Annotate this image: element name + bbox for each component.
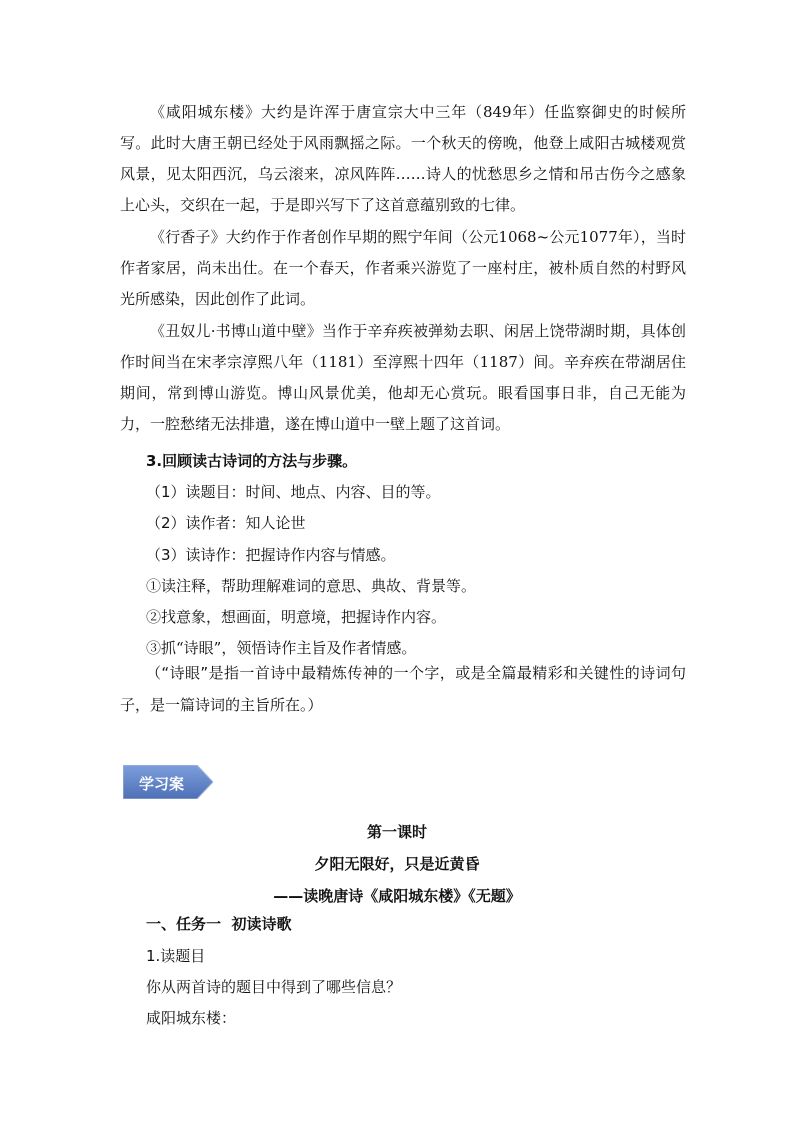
method-substep-2: ②找意象，想画面，明意境，把握诗作内容。 (146, 608, 447, 626)
method-heading: 3.回顾读古诗词的方法与步骤。 (146, 452, 358, 470)
task-question: 你从两首诗的题目中得到了哪些信息？ (146, 978, 402, 996)
background-paragraph-1: 《咸阳城东楼》大约是许浑于唐宣宗大中三年（849年）任监察御史的时候所写。此时大唐王朝已经处于风雨飘摇之际。一个秋天的傍晚，他登上咸阳古城楼观赏风景，见太阳西沉，乌云滚来，凉风阵阵……诗人的忧愁思乡之情和吊古伤今之感象上心头，交织在一起，于是即兴写下了这首意蕴别致的七律。 (120, 103, 686, 214)
method-substep-3: ③抓“诗眼”，领悟诗作主旨及作者情感。 (146, 639, 417, 657)
lesson-subtitle: 夕阳无限好，只是近黄昏 (314, 855, 480, 873)
lesson-subtitle-2: ——读晚唐诗《咸阳城东楼》《无题》 (273, 887, 521, 905)
task-heading: 一、任务一 初读诗歌 (146, 915, 292, 933)
method-substep-1: ①读注释，帮助理解难词的意思、典故、背景等。 (146, 577, 477, 595)
answer-label: 咸阳城东楼： (146, 1009, 237, 1027)
background-paragraph-2: 《行香子》大约作于作者创作早期的熙宁年间（公元1068~公元1077年），当时作者家居，尚未出仕。在一个春天，作者乘兴游览了一座村庄，被朴质自然的村野风光所感染，因此创作了此词。 (120, 228, 686, 308)
method-step-3: （3）读诗作：把握诗作内容与情感。 (146, 546, 396, 564)
lesson-title: 第一课时 (366, 823, 427, 841)
method-step-1: （1）读题目：时间、地点、内容、目的等。 (146, 483, 441, 501)
badge-label: 学习案 (139, 775, 185, 793)
background-paragraph-3: 《丑奴儿·书博山道中壁》当作于辛弃疾被弹劾去职、闲居上饶带湖时期，具体创作时间当在宋孝宗淳熙八年（1181）至淳熙十四年（1187）间。辛弃疾在带湖居住期间，常到博山游览。博山风景优美，他却无心赏玩。眼看国事日非，自己无能为力，一腔愁绪无法排遣，遂在博山道中一壁上题了这首词。 (120, 322, 686, 433)
task-step: 1.读题目 (146, 947, 206, 965)
study-plan-badge (123, 765, 213, 799)
poem-eye-note: （“诗眼”是指一首诗中最精炼传神的一个字，或是全篇最精彩和关键性的诗词句子，是一篇诗词的主旨所在。） (120, 664, 686, 714)
method-step-2: （2）读作者：知人论世 (146, 514, 306, 532)
